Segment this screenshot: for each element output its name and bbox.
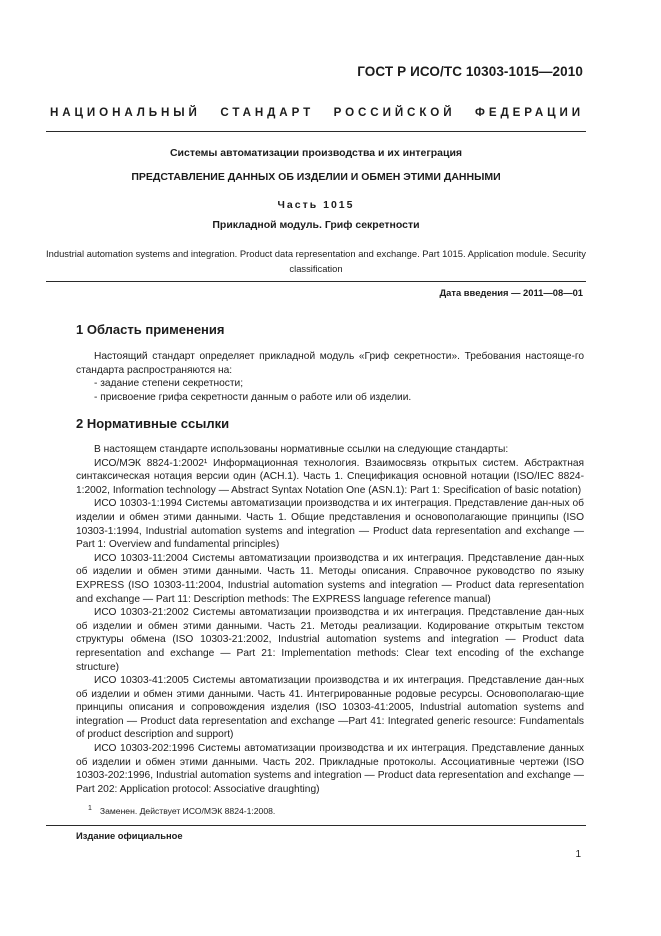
section-2-lead: В настоящем стандарте использованы нормативные ссылки на следующие стандарты: xyxy=(94,444,509,455)
footer-divider xyxy=(46,825,586,826)
document-subtitle: Системы автоматизации производства и их интеграция xyxy=(169,147,463,159)
document-part: Часть 1015 xyxy=(277,199,355,211)
title-divider xyxy=(46,281,586,282)
footnote-text: Заменен. Действует ИСО/МЭК 8824-1:2008. xyxy=(99,805,276,816)
normative-reference: ИСО 10303-1:1994 Системы автоматизации производства и их интеграция. Представление дан-ных об изделии и обмен этими данными. Часть 1. Общие представления и основополагающие принципы (ISO 10303-1:1994, Industrial automation systems and integration — Product data representation and exchange — Part 1: Overview and fundamental principles) xyxy=(76,498,584,551)
section-1-title: 1 Область применения xyxy=(76,322,225,337)
section-1-item: - присвоение грифа секретности данным о работе или об изделии. xyxy=(94,391,412,403)
normative-reference: ИСО 10303-202:1996 Системы автоматизации производства и их интеграция. Представление данных об изделии и обмен этими данными. Часть 202. Прикладные протоколы. Ассоциативные чертежи (ISO 10303-202:1996, Industrial automation systems and integration — Product data representation and exchange — Part 202: Application protocol: Associative draughting) xyxy=(76,743,584,795)
header-divider xyxy=(46,131,586,132)
document-part-name: Прикладной модуль. Гриф секретности xyxy=(212,219,420,231)
introduction-date: Дата введения — 2011—08—01 xyxy=(439,287,583,298)
section-1-lead: Настоящий стандарт определяет прикладной модуль «Гриф секретности». Требования настояще-го стандарта распространяются на: xyxy=(76,351,584,376)
page-number: 1 xyxy=(575,849,581,860)
english-title: Industrial automation systems and integration. Product data representation and exchange. Part 1015. Application module. Security classification xyxy=(46,248,586,274)
normative-reference: ИСО/МЭК 8824-1:2002¹ Информационная технология. Взаимосвязь открытых систем. Абстрактная синтаксическая нотация версии один (АСН.1). Часть 1. Спецификация основной нотации (ISO/IEC 8824-1:2002, Information technology — Abstract Syntax Notation One (ASN.1): Part 1: Specification of basic notation) xyxy=(76,457,584,496)
footnote xyxy=(88,805,275,816)
section-2-body xyxy=(76,443,584,796)
official-edition-label: Издание официальное xyxy=(76,830,183,841)
national-standard-banner: НАЦИОНАЛЬНЫЙ СТАНДАРТ РОССИЙСКОЙ ФЕДЕРАЦИИ xyxy=(50,106,584,119)
normative-reference: ИСО 10303-21:2002 Системы автоматизации производства и их интеграция. Представление дан-ных об изделии и обмен этими данными. Часть 21. Методы реализации. Кодирование открытым текстом структуры обмена (ISO 10303-21:2002, Industrial automation systems and integration — Product data representation and exchange — Part 21: Implementation methods: Clear text encoding of the exchange structure) xyxy=(76,607,584,673)
document-main-title: ПРЕДСТАВЛЕНИЕ ДАННЫХ ОБ ИЗДЕЛИИ И ОБМЕН ЭТИМИ ДАННЫМИ xyxy=(131,171,501,183)
section-1-item: - задание степени секретности; xyxy=(94,378,244,390)
normative-reference: ИСО 10303-11:2004 Системы автоматизации производства и их интеграция. Представление дан-ных об изделии и обмен этими данными. Часть 11. Методы описания. Справочное руководство по языку EXPRESS (ISO 10303-11:2004, Industrial automation systems and integration — Product data representation and exchange — Part 11: Description methods: The EXPRESS language reference manual) xyxy=(76,552,584,605)
footnote-mark: 1 xyxy=(88,805,92,812)
document-code: ГОСТ Р ИСО/ТС 10303-1015—2010 xyxy=(357,64,583,79)
section-1-body xyxy=(76,350,584,404)
normative-reference: ИСО 10303-41:2005 Системы автоматизации производства и их интеграция. Представление дан-ных об изделии и обмен этими данными. Часть 41. Интегрированные родовые ресурсы. Основополагаю-щие принципы описания и сопровождения изделия (ISO 10303-41:2005, Industrial automation systems and integration — Product data representation and exchange —Part 41: Integrated generic resource: Fundamentals of product description and support) xyxy=(76,675,584,741)
section-2-title: 2 Нормативные ссылки xyxy=(76,416,230,431)
